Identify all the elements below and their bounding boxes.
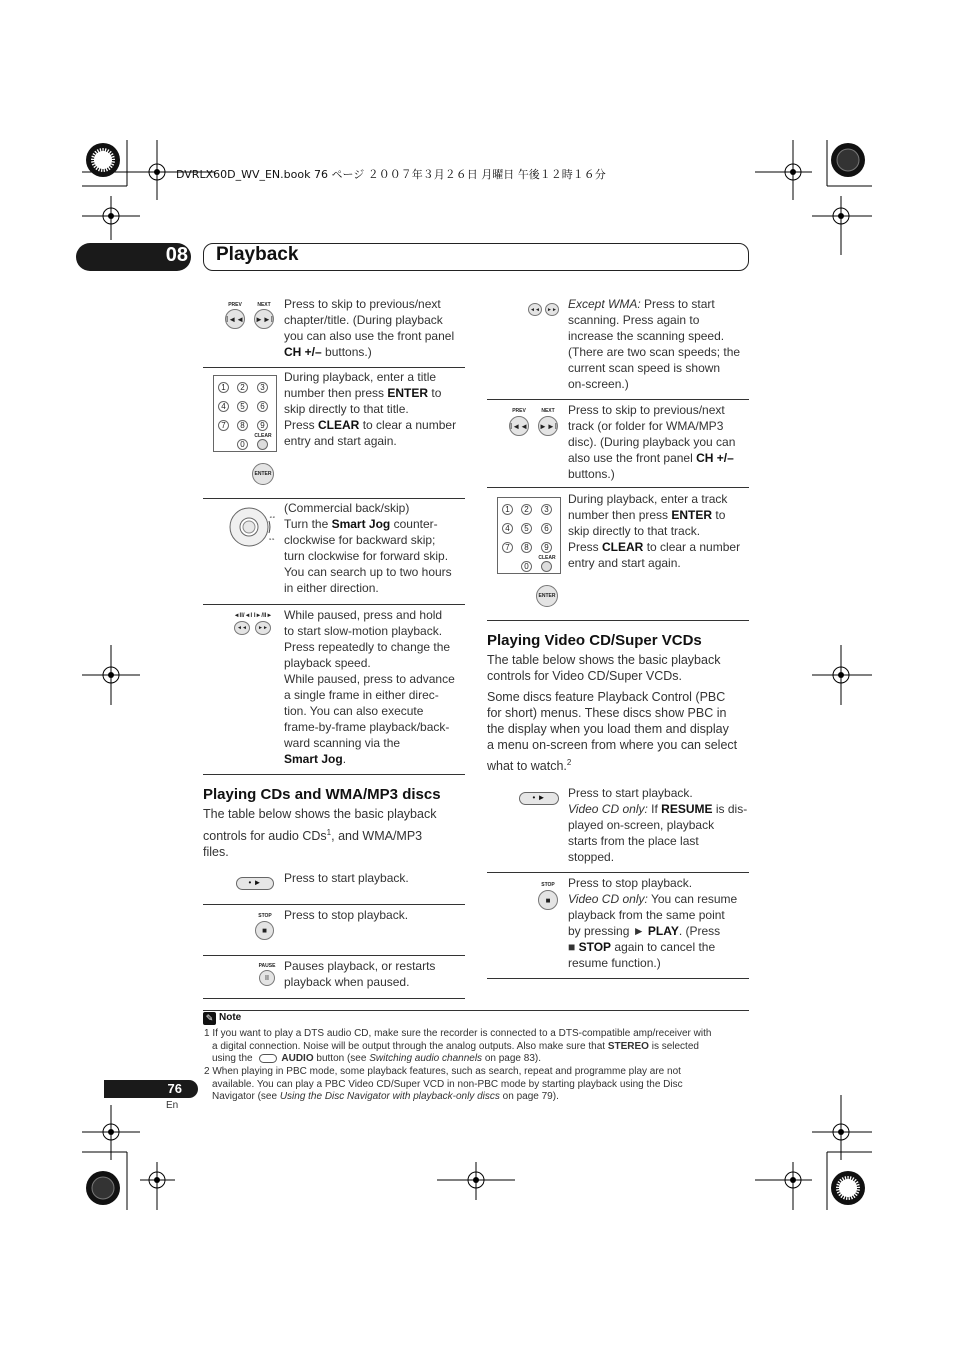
next-label: NEXT (257, 302, 271, 308)
page-number: 76 (167, 1081, 182, 1096)
track-prevnext-description: Press to skip to previous/next track (or folder for WMA/MP3 disc). (During playback you can also use the front panel CH +/– buttons.) (568, 403, 736, 481)
prevnext-description: Press to skip to previous/next chapter/title. (During playback you can also use the front panel CH +/– buttons.) (284, 297, 455, 359)
table-row-cd-stop: STOP ■ (203, 905, 465, 956)
cd-pause-description: Pauses playback, or restarts playback when paused. (284, 959, 436, 989)
table-row-cd-pause: PAUSE II (203, 956, 465, 999)
book-info-line: DVRLX60D_WV_EN.book 76 ページ ２００７年３月２６日 月曜日 午後１２時１６分 (176, 168, 606, 181)
slow-forward-button-icon: ►► (255, 621, 271, 635)
vcd-stop-description: Press to stop playback. Video CD only: You can resume playback from the same point by pressing ► PLAY. (Press ■ STOP again to cancel the resume function.) (568, 876, 738, 970)
cd-stop-description: Press to stop playback. (284, 908, 409, 922)
table-row-vcd-stop: STOP ■ (487, 873, 749, 979)
vcd-section-heading: Playing Video CD/Super VCDs (487, 632, 702, 649)
note-icon: ✎ (203, 1012, 216, 1025)
smart-jog-dial-icon (227, 507, 279, 551)
vcd-stop-button-icon: ■ (538, 890, 558, 910)
next-button-icon: ►►I (254, 309, 274, 329)
cds-section-heading: Playing CDs and WMA/MP3 discs (203, 786, 441, 803)
scan-description: Except WMA: Press to start scanning. Press again to increase the scanning speed. (There are two scan speeds; the current scan speed is shown on-screen.) (568, 297, 741, 391)
play-button-icon: • ► (236, 877, 274, 890)
cds-intro-paragraph: The table below shows the basic playback controls for audio CDs$^1$, and WMA/MP3 files. (203, 807, 437, 860)
vcd-play-button-icon: • ► (519, 792, 559, 805)
pause-button-icon: II (259, 970, 275, 986)
scan-forward-icon: ►► (545, 303, 559, 316)
chapter-number: 08 (165, 244, 188, 266)
footnote-2: 2 When playing in PBC mode, some playback features, such as search, repeat and programme play are not available. You can play a PBC Video CD/Super VCD in non-PBC mode by starting playback using the Disc Navigator (see Using the Disc Navigator with playback-only discs on page 79). (204, 1066, 683, 1102)
audio-button-icon (259, 1054, 277, 1063)
slow-reverse-button-icon: ◄◄ (234, 621, 250, 635)
next-track-button-icon: ►►I (538, 416, 558, 436)
svg-text:►►: ►► (269, 537, 275, 541)
vcd-intro-paragraph: The table below shows the basic playback controls for Video CD/Super VCDs. (487, 653, 721, 683)
footnote-1: 1 If you want to play a DTS audio CD, make sure the recorder is connected to a DTS-compatible amp/receiver with a digital connection. Noise will be output through the analog outputs. Also make sure that STEREO is selected using the AUDIO button (see Switching audio channels on page 83). (204, 1028, 712, 1064)
page-title: Playback (216, 244, 299, 265)
vcd-pbc-paragraph: Some discs feature Playback Control (PBC for short) menus. These discs show PBC in the display when you load them and display a menu on-screen from where you can select what to watch.$^2$ (487, 690, 738, 774)
track-enter-button-icon: ENTER (536, 585, 558, 607)
svg-text:◄◄: ◄◄ (269, 515, 275, 519)
track-clear-key-icon (541, 561, 552, 572)
track-number-description: During playback, enter a track number then press ENTER to skip directly to that track. Press CLEAR to clear a number entry and start again. (568, 492, 741, 570)
note-label: Note (219, 1012, 242, 1023)
number-entry-description: During playback, enter a title number then press ENTER to skip directly to that title. Press CLEAR to clear a number entry and start again. (284, 370, 457, 448)
scan-reverse-icon: ◄◄ (528, 303, 542, 316)
prev-track-button-icon: I◄◄ (509, 416, 529, 436)
prev-label: PREV (228, 302, 242, 308)
slow-motion-description: While paused, press and hold to start slow-motion playback. Press repeatedly to change the playback speed. While paused, press to advance a single frame in either direc- tion. You can also execute frame-by-frame playback/back- ward scanning via the Smart Jog. (284, 608, 455, 766)
clear-key-icon (257, 439, 268, 450)
smart-jog-description: (Commercial back/skip) Turn the Smart Jog counter- clockwise for backward skip; turn clockwise for forward skip. You can search up to two hours in either direction. (284, 501, 452, 595)
track-keypad-icon: 1 2 3 4 5 6 7 8 9 0 CLEAR (497, 497, 561, 574)
cd-play-description: Press to start playback. (284, 871, 409, 885)
slow-frame-label: ◄II/◄I I►/II► (233, 613, 273, 619)
table-row-track-prevnext: PREV NEXT I◄◄ ►►I (487, 400, 749, 488)
number-keypad-icon: 1 2 3 4 5 6 7 8 9 0 CLEAR (213, 375, 277, 452)
vcd-play-description: Press to start playback. Video CD only: If RESUME is dis- played on-screen, playback starts from the place last stopped. (568, 786, 748, 864)
enter-button-icon: ENTER (252, 463, 274, 485)
stop-button-icon: ■ (255, 921, 274, 940)
prev-button-icon: I◄◄ (225, 309, 245, 329)
page-language: En (166, 1100, 179, 1111)
note-divider (203, 1010, 749, 1011)
